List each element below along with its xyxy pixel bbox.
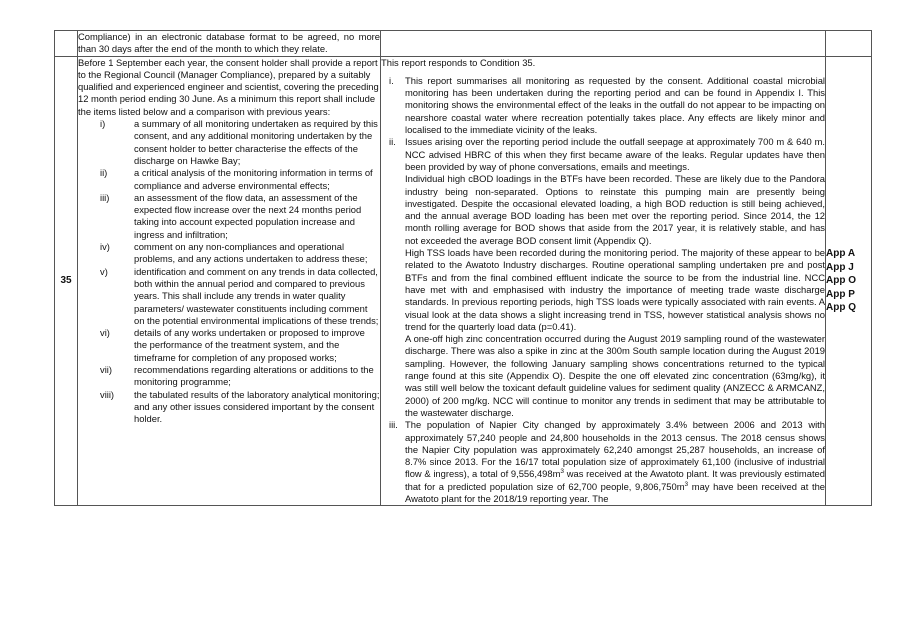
requirement-list bbox=[78, 118, 380, 425]
response-list bbox=[381, 75, 825, 419]
response-paragraph: Issues arising over the reporting period include the outfall seepage at approximately 700 m & 640 m. NCC advised HBRC of this when they first became aware of the leaks. Regular updates have then been provided by way of phone conversations, emails and meetings. bbox=[405, 136, 825, 172]
condition-response bbox=[381, 56, 826, 506]
appendix-references bbox=[826, 56, 872, 506]
response-paragraph: This report summarises all monitoring as requested by the consent. Additional coastal microbial monitoring has been undertaken during the reporting period and can be found in Appendix I. This monitoring shows the environmental effect of the leaks in the outfall do not appear to be impacting on nearshore coastal water where recreation potentially takes place. Any effects are likely minor and localised to the immediate vicinity of the leaks. bbox=[405, 74, 825, 136]
response-item-number: i. bbox=[389, 74, 394, 86]
response-item bbox=[381, 419, 825, 505]
requirement-item-number: iii) bbox=[100, 191, 110, 203]
appendix-link[interactable]: App Q bbox=[826, 302, 856, 314]
requirement-item-number: vii) bbox=[100, 364, 112, 376]
conditions-table bbox=[54, 30, 872, 506]
response-item-body bbox=[405, 75, 825, 136]
requirement-item bbox=[78, 364, 380, 389]
requirement-item bbox=[78, 389, 380, 426]
response-intro: This report responds to Condition 35. bbox=[381, 56, 536, 68]
response-paragraph: A one-off high zinc concentration occurred during the August 2019 sampling round of the wastewater discharge. There was also a spike in zinc at the 300m South sample location during the August 2019 sampling. However, the following January sampling shows concentrations returned to the typical range found at this site (Appendix O). Despite the one off elevated zinc concentration (63mg/kg), it was still well below the toxicant default guideline values for sediment quality (ANZECC & ARMCANZ, 2000) of 200 mg/kg. NCC will continue to monitor any trends in sediment that may be attributable to the wastewater discharge. bbox=[405, 333, 825, 418]
requirement-item-text: a summary of all monitoring undertaken as required by this consent, and any additional monitoring undertaken by the consent holder to better characterise the effects of the discharge on Hawke Bay; bbox=[134, 118, 378, 166]
response-item-body bbox=[405, 136, 825, 419]
requirement-item-text: identification and comment on any trends in data collected, both within the annual period and compared to previous years. This shall include any trends in water quality parameters/ wastewater constituents including comment on the potential environmental implications of these trends; bbox=[134, 265, 379, 326]
cubic-superscript: 3 bbox=[560, 468, 565, 476]
requirement-item bbox=[78, 192, 380, 241]
requirement-item bbox=[78, 118, 380, 167]
requirement-item bbox=[78, 327, 380, 364]
appendix-link[interactable]: App J bbox=[826, 261, 854, 273]
population-text-1: The population of Napier City changed by approximately 3.4% between 2006 and 2013 with approximately 57,240 people and 24,800 households in the 2013 census. The 2018 census shows the Napier City population was approximately 62,240 amongst 25,287 households, an increase of 8.7% since 2013. For the 16/17 total population size of approximately 61,100 (inclusive of industrial flow & ingress), a total of 9,556,498m bbox=[405, 419, 825, 480]
appendix-link[interactable]: App P bbox=[826, 288, 855, 300]
requirement-item bbox=[78, 241, 380, 266]
population-text-2: was received at the Awatoto plant. It was previously estimated that for a predicted population size of 62,700 people, 9,806,750m bbox=[405, 468, 825, 492]
number-cell-empty bbox=[55, 31, 78, 57]
requirement-item bbox=[78, 266, 380, 327]
population-text-3: may have been received at the Awatoto plant for the 2018/19 reporting year. The bbox=[405, 480, 826, 504]
requirement-item-text: details of any works undertaken or proposed to improve the performance of the treatment system, and the timeframe for completion of any proposed works; bbox=[134, 327, 365, 363]
requirement-item-number: i) bbox=[100, 118, 106, 130]
appendix-cell-empty bbox=[826, 31, 872, 57]
response-item bbox=[381, 136, 825, 419]
table-row bbox=[55, 56, 872, 506]
response-paragraph bbox=[405, 419, 825, 505]
cubic-superscript: 3 bbox=[684, 480, 689, 488]
requirement-continuation: Compliance) in an electronic database format to be agreed, no more than 30 days after the end of the month to which they relate. bbox=[78, 31, 380, 55]
response-paragraph: Individual high cBOD loadings in the BTFs have been recorded. These are likely due to the Pandora industry being non-separated. Options to reinstate this pumping main are presently being investigated. Despite the occasional elevated loading, a high BOD reduction is still being achieved, and the annual average BOD loading has been met over the reporting period. Since 2014, the 12 month rolling average for BOD shows that aside from the 2017 year, it is relatively stable, and has not exceeded the average BOD consent limit (Appendix Q). bbox=[405, 173, 825, 246]
requirement-item bbox=[78, 167, 380, 192]
response-paragraph: High TSS loads have been recorded during the monitoring period. The majority of these appear to be related to the Awatoto Industry discharges. Routine operational sampling undertaken pre and post BTFs and from the final combined effluent indicate the source to be from the industrial line. NCC have met with and emphasised with industry the importance of meeting trade waste discharge standards. In previous reporting periods, high TSS loads were typically associated with rain events. A visual look at the data shows a slight increasing trend in TSS, however statistical analysis shows no trend for the quarterly load data (p=0.41). bbox=[405, 247, 825, 332]
requirement-item-number: iv) bbox=[100, 241, 110, 253]
requirement-item-text: a critical analysis of the monitoring information in terms of compliance and adverse environmental effects; bbox=[134, 167, 373, 191]
condition-requirement bbox=[78, 56, 381, 506]
requirement-intro: Before 1 September each year, the consent holder shall provide a report to the Regional Council (Manager Compliance), prepared by a suitably qualified and experienced engineer and scientist, covering the preceding 12 month period ending 30 June. As a minimum this report shall include the items listed below and a comparison with previous years: bbox=[78, 56, 379, 117]
requirement-item-number: v) bbox=[100, 265, 108, 277]
response-cell-empty bbox=[381, 31, 826, 57]
requirement-item-number: viii) bbox=[100, 388, 115, 400]
requirement-item-text: comment on any non-compliances and operational problems, and any actions undertaken to address these; bbox=[134, 241, 368, 265]
requirement-item-text: the tabulated results of the laboratory analytical monitoring; and any other issues considered important by the consent holder. bbox=[134, 388, 380, 425]
requirement-item-text: recommendations regarding alterations or additions to the monitoring programme; bbox=[134, 364, 374, 388]
condition-number: 35 bbox=[55, 56, 78, 506]
appendix-link[interactable]: App O bbox=[826, 275, 856, 287]
response-item bbox=[381, 75, 825, 136]
response-item-number: ii. bbox=[389, 136, 396, 148]
requirement-item-number: ii) bbox=[100, 167, 108, 179]
requirement-item-number: vi) bbox=[100, 327, 110, 339]
response-item-number: iii. bbox=[389, 419, 398, 431]
table-row bbox=[55, 31, 872, 57]
appendix-link[interactable]: App A bbox=[826, 248, 856, 260]
requirement-item-text: an assessment of the flow data, an assessment of the expected flow increase over the next 24 months period taking into account expected population increase and ingress and infiltration; bbox=[134, 191, 362, 240]
